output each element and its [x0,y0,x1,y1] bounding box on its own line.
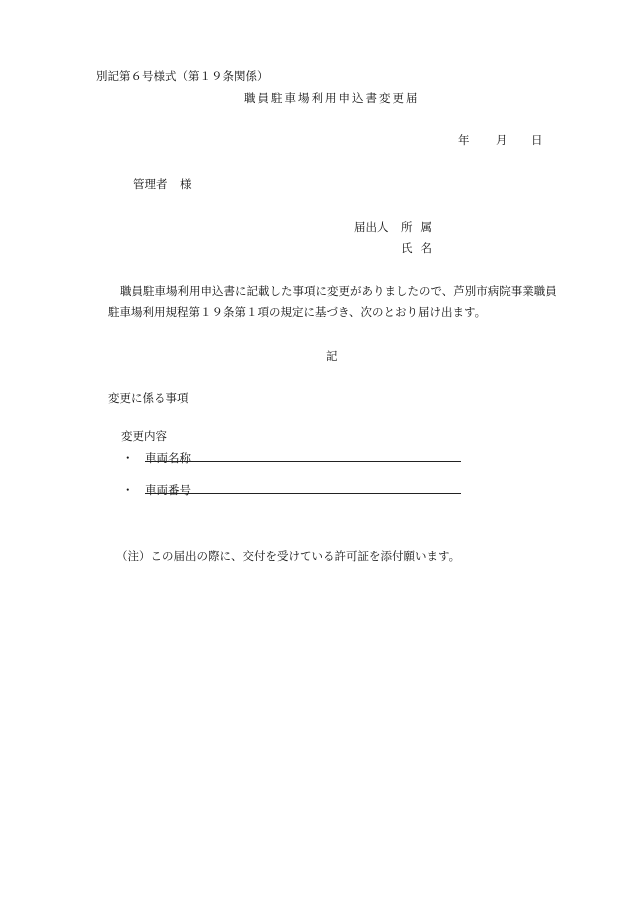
name-label: 氏名 [401,241,440,255]
applicant-label: 届出人 [354,220,389,234]
bullet-vehicle-number: ・ [122,483,134,497]
ki-heading: 記 [326,349,338,363]
form-number-label: 別記第６号様式（第１９条関係） [96,69,269,83]
bullet-vehicle-name: ・ [122,451,134,465]
date-day-label: 日 [531,133,543,147]
vehicle-name-label: 車両名称 [145,451,191,465]
department-label: 所属 [401,220,440,234]
body-paragraph: 職員駐車場利用申込書に記載した事項に変更がありましたので、芦別市病院事業職員駐車場利用規程第１９条第１項の規定に基づき、次のとおり届け出ます。 [108,284,557,319]
section-heading: 変更に係る事項 [108,391,189,405]
addressee-honorific: 様 [180,177,192,191]
note-text: （注）この届出の際に、交付を受けている許可証を添付願います。 [116,549,461,563]
document-title: 職員駐車場利用申込書変更届 [244,91,420,105]
vehicle-name-underline [145,461,461,462]
addressee-name: 管理者 [133,177,168,191]
date-year-label: 年 [458,133,470,147]
change-content-label: 変更内容 [121,429,167,443]
vehicle-number-underline [145,493,461,494]
date-month-label: 月 [496,133,508,147]
vehicle-number-label: 車両番号 [145,483,191,497]
